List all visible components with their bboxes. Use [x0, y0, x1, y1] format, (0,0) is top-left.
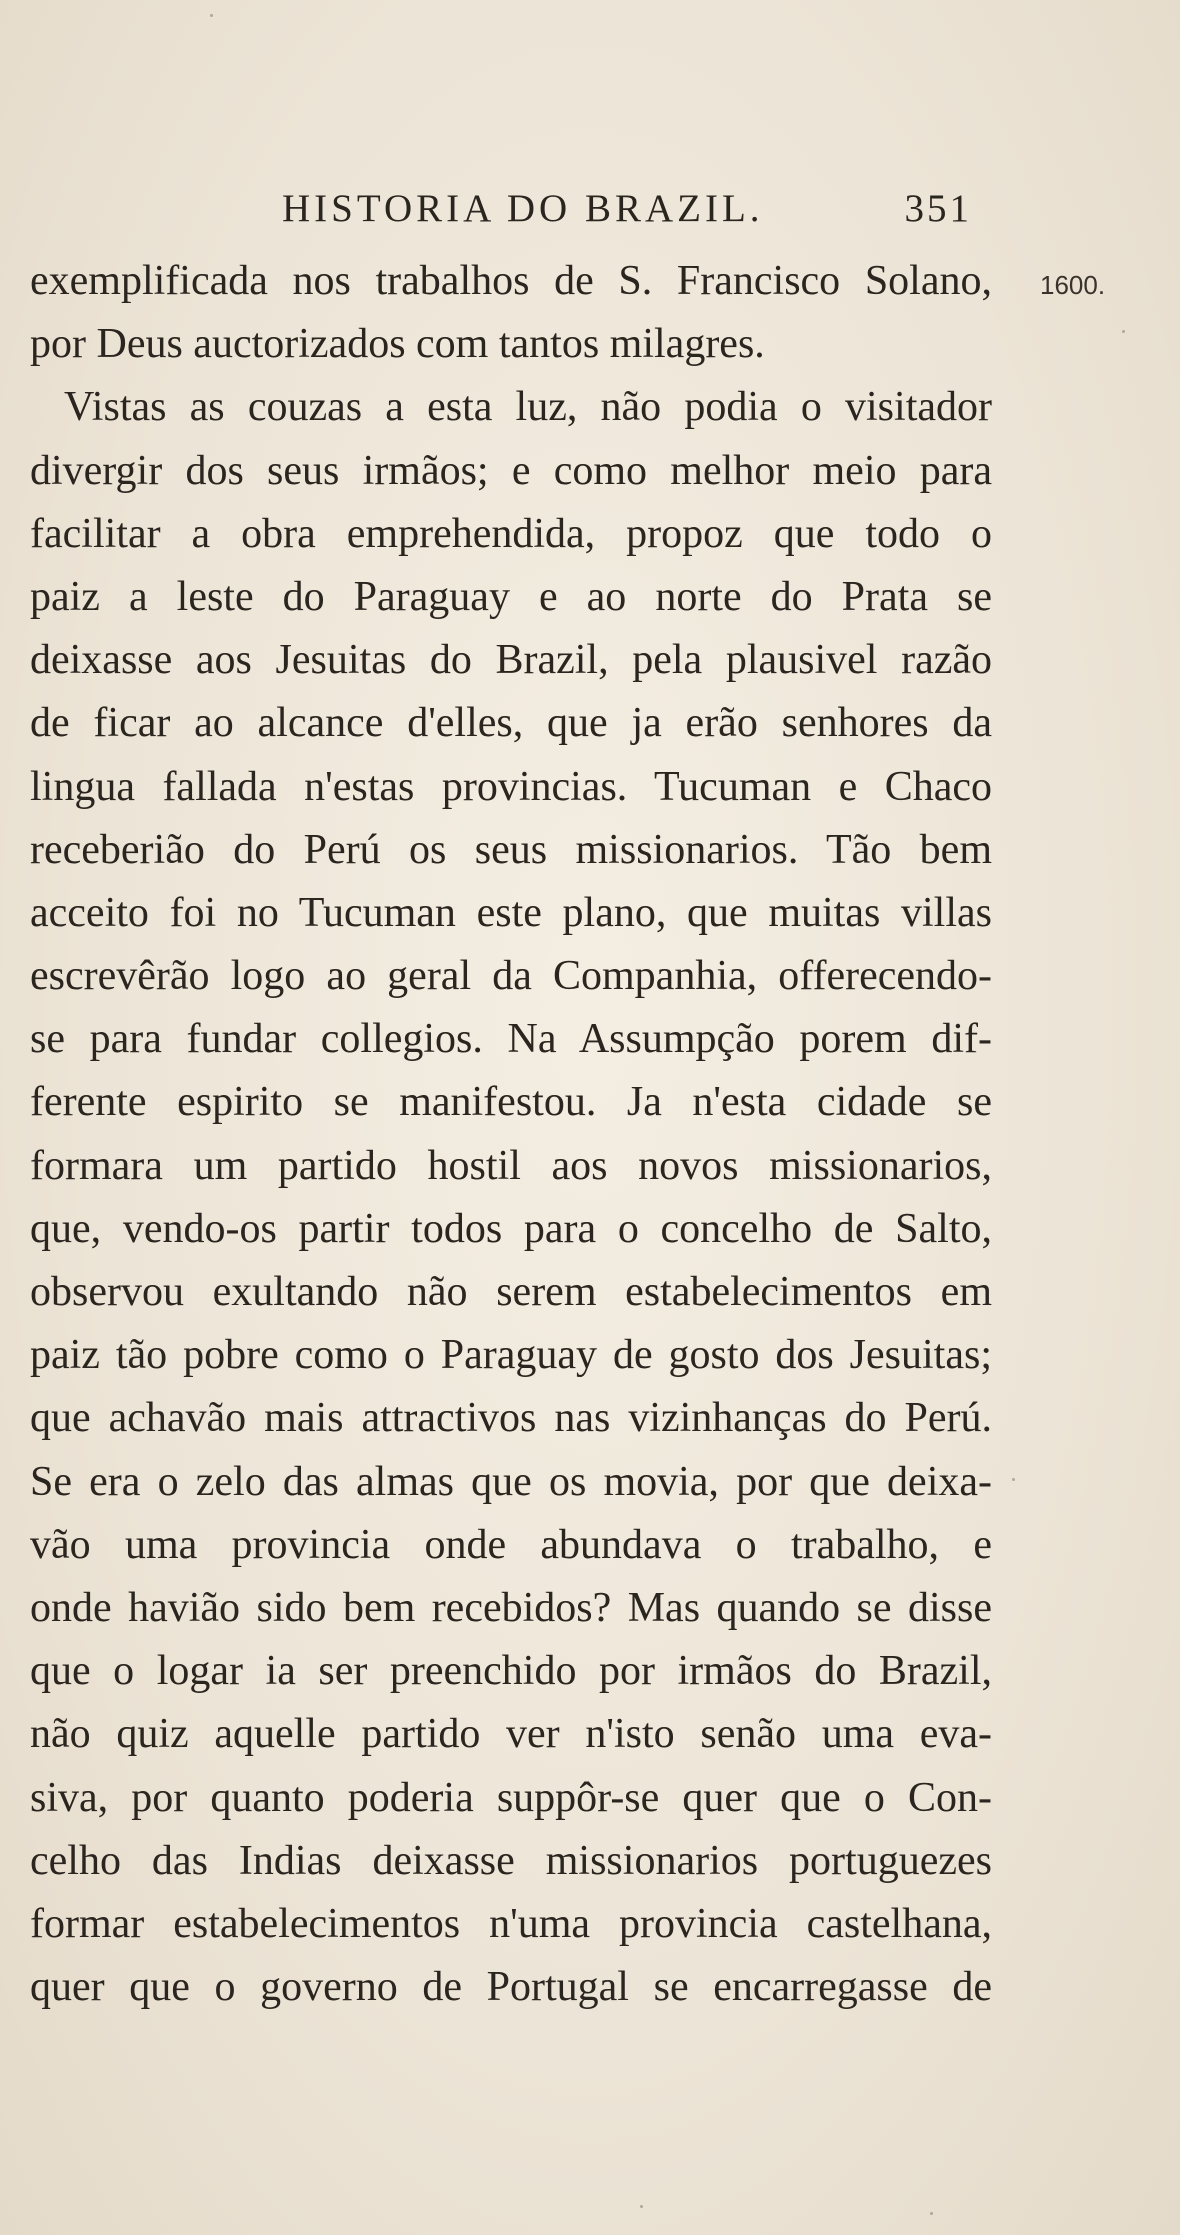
text-line: não quiz aquelle partido ver n'isto senão uma eva-: [30, 1711, 992, 1758]
text-line: que, vendo-os partir todos para o concelho de Salto,: [30, 1205, 992, 1252]
text-line: celho das Indias deixasse missionarios portuguezes: [30, 1837, 992, 1884]
text-line: ferente espirito se manifestou. Ja n'esta cidade se: [30, 1079, 992, 1126]
text-line: onde havião sido bem recebidos? Mas quando se disse: [30, 1584, 992, 1631]
text-line: deixasse aos Jesuitas do Brazil, pela plausivel razão: [30, 637, 992, 684]
text-line: formara um partido hostil aos novos missionarios,: [30, 1142, 992, 1189]
margin-year-note: 1600.: [1040, 270, 1106, 300]
page-header: [282, 186, 972, 236]
text-line: por Deus auctorizados com tantos milagres.: [30, 321, 765, 368]
text-line: quer que o governo de Portugal se encarregasse de: [30, 1964, 992, 2011]
text-line: formar estabelecimentos n'uma provincia castelhana,: [30, 1900, 992, 1947]
text-line: Se era o zelo das almas que os movia, por que deixa-: [30, 1458, 992, 1505]
text-line: siva, por quanto poderia suppôr-se quer que o Con-: [30, 1774, 992, 1821]
body-text: [30, 250, 992, 2019]
text-line: divergir dos seus irmãos; e como melhor meio para: [30, 447, 992, 494]
paper-speck: [1012, 1478, 1015, 1481]
text-line: que o logar ia ser preenchido por irmãos do Brazil,: [30, 1648, 992, 1695]
text-line: receberião do Perú os seus missionarios. Tão bem: [30, 826, 992, 873]
paper-speck: [210, 14, 213, 17]
paper-speck: [1122, 330, 1125, 333]
text-line: se para fundar collegios. Na Assumpção porem dif-: [30, 1016, 992, 1063]
text-line: exemplificada nos trabalhos de S. Francisco Solano,: [30, 258, 992, 304]
text-line: facilitar a obra emprehendida, propoz que todo o: [30, 510, 992, 557]
text-line: lingua fallada n'estas provincias. Tucuman e Chaco: [30, 763, 992, 810]
text-line: Vistas as couzas a esta luz, não podia o visitador: [64, 384, 992, 431]
text-line: acceito foi no Tucuman este plano, que muitas villas: [30, 889, 992, 936]
text-line: vão uma provincia onde abundava o trabalho, e: [30, 1521, 992, 1568]
text-line: que achavão mais attractivos nas vizinhanças do Perú.: [30, 1395, 992, 1442]
text-line: paiz tão pobre como o Paraguay de gosto dos Jesuitas;: [30, 1332, 992, 1379]
paper-speck: [640, 2205, 643, 2208]
text-line: escrevêrão logo ao geral da Companhia, offerecendo-: [30, 953, 992, 1000]
paper-speck: [930, 2212, 933, 2215]
text-line: paiz a leste do Paraguay e ao norte do Prata se: [30, 573, 992, 620]
page-number: 351: [904, 187, 972, 230]
text-line: de ficar ao alcance d'elles, que ja erão senhores da: [30, 700, 992, 747]
running-title: HISTORIA DO BRAZIL.: [282, 187, 764, 230]
text-line: observou exultando não serem estabelecimentos em: [30, 1269, 992, 1315]
